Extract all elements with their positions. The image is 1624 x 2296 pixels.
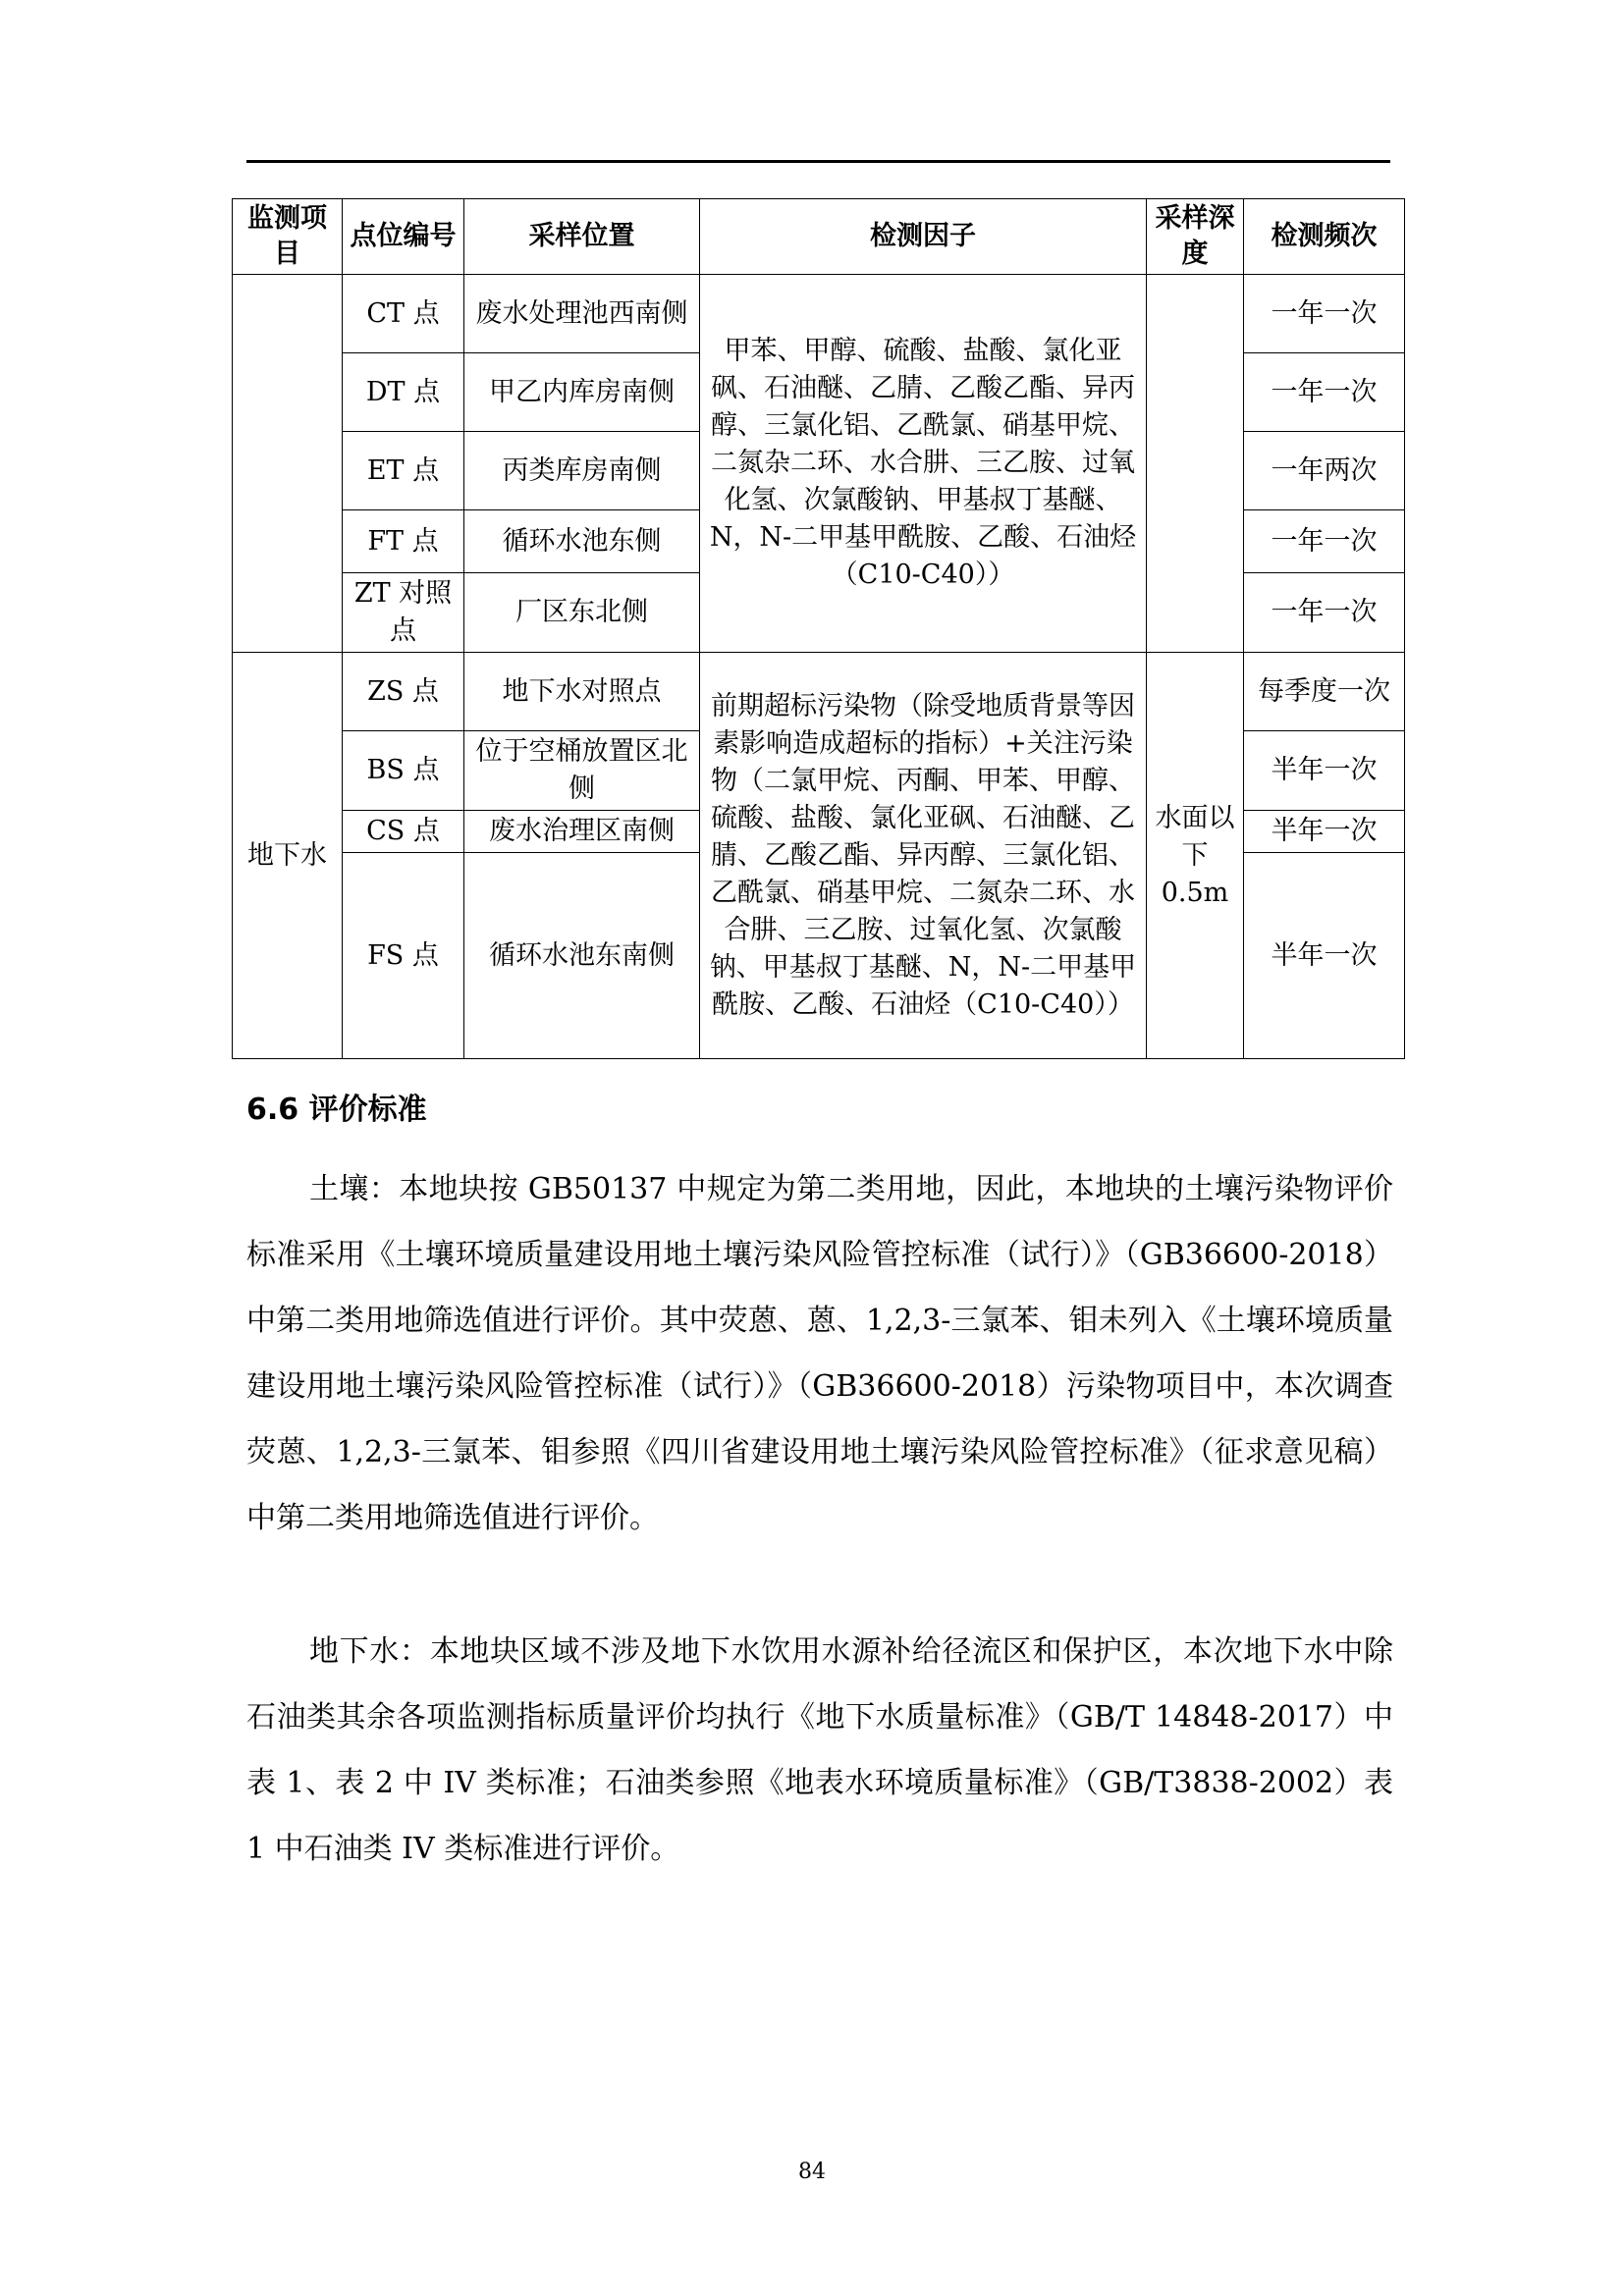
point-id: BS 点 bbox=[343, 731, 464, 811]
paragraph-text: 土壤：本地块按 GB50137 中规定为第二类用地，因此，本地块的土壤污染物评价标准采用《土壤环境质量建设用地土壤污染风险管控标准（试行）》（GB36600-2018）中第二类用地筛选值进行评价。其中荧蒽、蒽、1,2,3-三氯苯、钼未列入《土壤环境质量建设用地土壤污染风险管控标准（试行）》（GB36600-2018）污染物项目中，本次调查荧蒽、1,2,3-三氯苯、钼参照《四川省建设用地土壤污染风险管控标准》（征求意见稿）中第二类用地筛选值进行评价。 bbox=[246, 1172, 1393, 1535]
point-id: CS 点 bbox=[343, 811, 464, 853]
paragraph-groundwater bbox=[246, 1619, 1393, 1882]
frequency: 一年一次 bbox=[1244, 353, 1405, 432]
header-rule bbox=[246, 160, 1390, 163]
table-row bbox=[233, 275, 1405, 353]
sampling-location: 循环水池东侧 bbox=[464, 510, 700, 573]
sampling-depth: 水面以下 0.5m bbox=[1147, 653, 1244, 1059]
sampling-depth bbox=[1147, 275, 1244, 653]
header-cell: 采样深度 bbox=[1147, 199, 1244, 275]
header-cell: 检测频次 bbox=[1244, 199, 1405, 275]
sampling-location: 地下水对照点 bbox=[464, 653, 700, 731]
detection-factors: 前期超标污染物（除受地质背景等因素影响造成超标的指标）+关注污染物（二氯甲烷、丙酮、甲苯、甲醇、硫酸、盐酸、氯化亚砜、石油醚、乙腈、乙酸乙酯、异丙醇、三氯化铝、乙酰氯、硝基甲烷、二氮杂二环、水合肼、三乙胺、过氧化氢、次氯酸钠、甲基叔丁基醚、N，N-二甲基甲酰胺、乙酸、石油烃（C10-C40）） bbox=[700, 653, 1147, 1059]
frequency: 一年一次 bbox=[1244, 275, 1405, 353]
frequency: 半年一次 bbox=[1244, 853, 1405, 1059]
point-id: DT 点 bbox=[343, 353, 464, 432]
header-cell: 监测项目 bbox=[233, 199, 343, 275]
table-row bbox=[233, 653, 1405, 731]
sampling-location: 废水治理区南侧 bbox=[464, 811, 700, 853]
sampling-location: 甲乙内库房南侧 bbox=[464, 353, 700, 432]
frequency: 每季度一次 bbox=[1244, 653, 1405, 731]
point-id: ZS 点 bbox=[343, 653, 464, 731]
header-cell: 点位编号 bbox=[343, 199, 464, 275]
sampling-location: 丙类库房南侧 bbox=[464, 432, 700, 510]
page-number: 84 bbox=[798, 2160, 826, 2184]
frequency: 一年两次 bbox=[1244, 432, 1405, 510]
monitoring-table bbox=[232, 198, 1405, 1059]
point-id: ET 点 bbox=[343, 432, 464, 510]
frequency: 一年一次 bbox=[1244, 510, 1405, 573]
sampling-location: 厂区东北侧 bbox=[464, 573, 700, 653]
sampling-location: 循环水池东南侧 bbox=[464, 853, 700, 1059]
sampling-location: 位于空桶放置区北侧 bbox=[464, 731, 700, 811]
point-id: CT 点 bbox=[343, 275, 464, 353]
point-id: FS 点 bbox=[343, 853, 464, 1059]
detection-factors: 甲苯、甲醇、硫酸、盐酸、氯化亚砜、石油醚、乙腈、乙酸乙酯、异丙醇、三氯化铝、乙酰氯、硝基甲烷、二氮杂二环、水合肼、三乙胺、过氧化氢、次氯酸钠、甲基叔丁基醚、N，N-二甲基甲酰胺、乙酸、石油烃（C10-C40）） bbox=[700, 275, 1147, 653]
header-cell: 采样位置 bbox=[464, 199, 700, 275]
frequency: 半年一次 bbox=[1244, 731, 1405, 811]
sampling-location: 废水处理池西南侧 bbox=[464, 275, 700, 353]
frequency: 一年一次 bbox=[1244, 573, 1405, 653]
section-title: 6.6 评价标准 bbox=[246, 1093, 427, 1127]
table-header-row bbox=[233, 199, 1405, 275]
paragraph-soil bbox=[246, 1156, 1393, 1551]
item-cell bbox=[233, 275, 343, 653]
point-id: FT 点 bbox=[343, 510, 464, 573]
paragraph-text: 地下水：本地块区域不涉及地下水饮用水源补给径流区和保护区，本次地下水中除石油类其余各项监测指标质量评价均执行《地下水质量标准》（GB/T 14848-2017）中表 1、表 2 中 IV 类标准；石油类参照《地表水环境质量标准》（GB/T3838-2002）表 1 中石油类 IV 类标准进行评价。 bbox=[246, 1634, 1393, 1866]
item-cell: 地下水 bbox=[233, 653, 343, 1059]
frequency: 半年一次 bbox=[1244, 811, 1405, 853]
point-id: ZT 对照点 bbox=[343, 573, 464, 653]
header-cell: 检测因子 bbox=[700, 199, 1147, 275]
